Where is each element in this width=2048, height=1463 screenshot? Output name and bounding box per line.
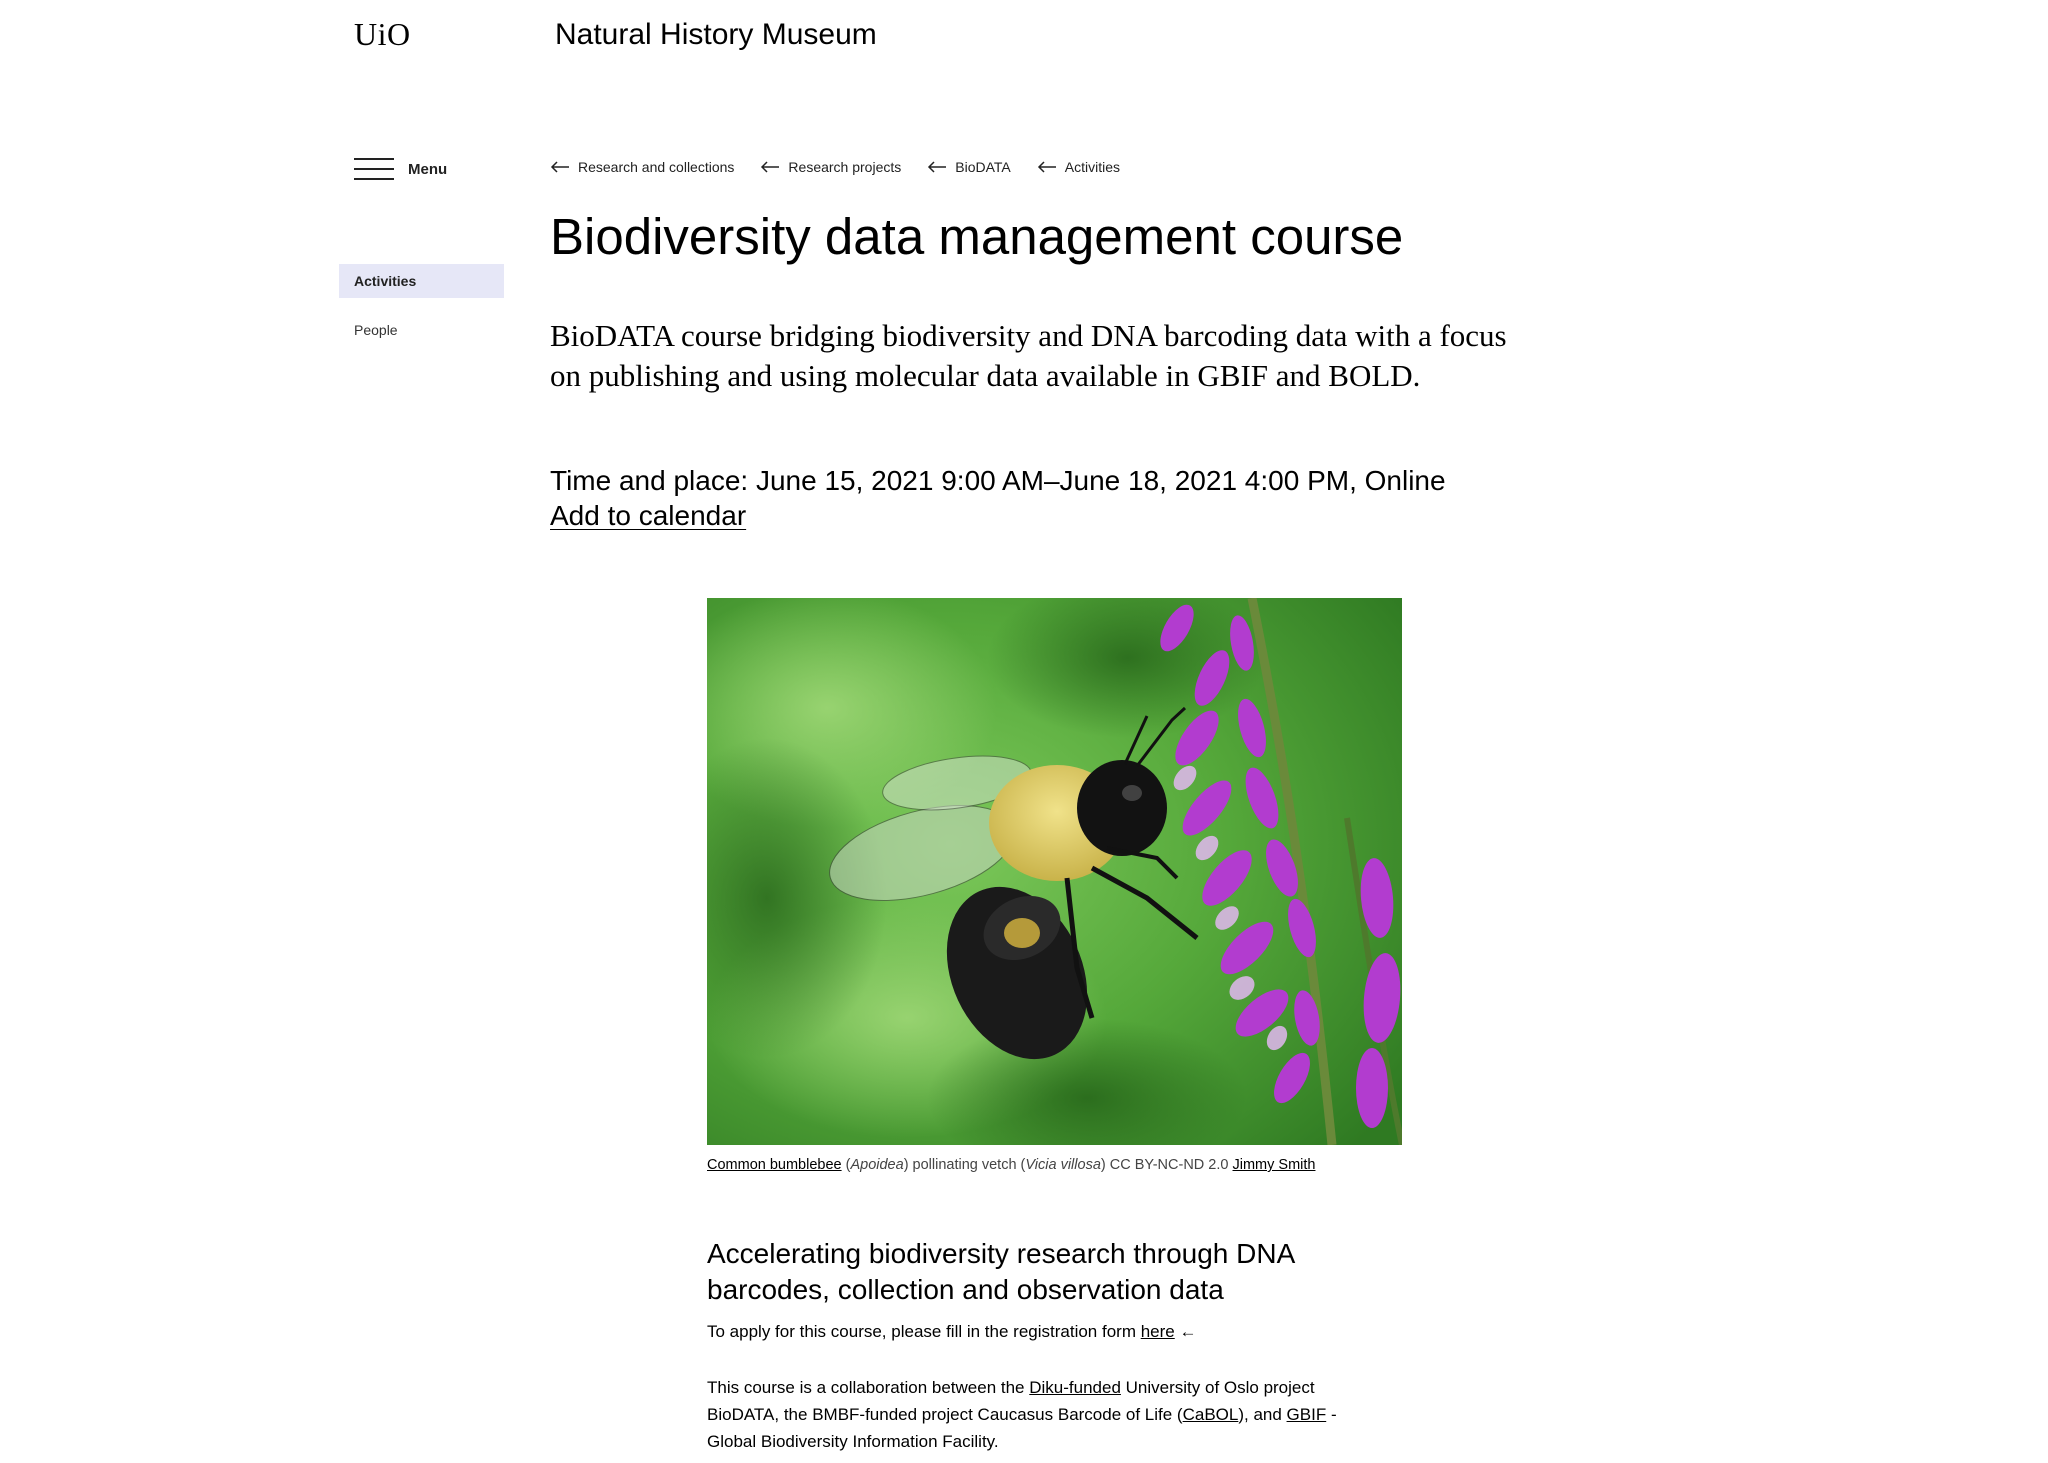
sidebar-item-activities[interactable]: Activities (339, 264, 504, 298)
caption-text: ( (841, 1157, 851, 1173)
caption-link-common-bumblebee[interactable]: Common bumblebee (707, 1157, 842, 1173)
hamburger-icon (354, 158, 394, 180)
page-title: Biodiversity data management course (550, 208, 1404, 265)
site-title[interactable]: Natural History Museum (555, 18, 877, 51)
menu-button[interactable] (354, 158, 447, 180)
menu-label: Menu (408, 160, 448, 178)
uio-logo[interactable]: UiO (354, 16, 411, 52)
caption-link-jimmy-smith[interactable]: Jimmy Smith (1232, 1157, 1316, 1173)
breadcrumb-label: Research projects (788, 159, 902, 175)
collab-text: University of Oslo project BioDATA, the BMBF-funded project Caucasus Barcode of Life ( (707, 1378, 1315, 1424)
breadcrumb-label: BioDATA (955, 159, 1011, 175)
caption-species-apoidea: Apoidea (850, 1157, 904, 1173)
breadcrumb-item-activities[interactable] (1037, 159, 1120, 175)
arrow-icon: ← (1174, 1322, 1197, 1341)
add-to-calendar-link[interactable]: Add to calendar (550, 500, 747, 531)
image-caption (707, 1157, 1315, 1173)
breadcrumb-item-research-projects[interactable] (760, 159, 901, 175)
arrow-left-icon (550, 161, 570, 173)
apply-paragraph (707, 1322, 1196, 1342)
time-and-place: Time and place: June 15, 2021 9:00 AM–June 18, 2021 4:00 PM, Online (550, 465, 1446, 496)
breadcrumb-label: Research and collections (578, 159, 735, 175)
breadcrumb-label: Activities (1064, 159, 1120, 175)
breadcrumb-item-research-and-collections[interactable] (550, 159, 734, 175)
collab-text: - Global Biodiversity Information Facility. (707, 1405, 1337, 1451)
arrow-left-icon (760, 161, 780, 173)
sidebar-item-people[interactable]: People (354, 322, 398, 338)
arrow-left-icon (1037, 161, 1057, 173)
caption-text: ) pollinating vetch ( (903, 1157, 1026, 1173)
caption-text: ) CC BY-NC-ND 2.0 (1100, 1157, 1233, 1173)
apply-text: To apply for this course, please fill in the registration form (707, 1322, 1141, 1341)
bumblebee-photo (707, 598, 1402, 1145)
cabol-link[interactable]: CaBOL (1182, 1405, 1239, 1424)
breadcrumb-item-biodata[interactable] (927, 159, 1011, 175)
collab-text: This course is a collaboration between the (707, 1378, 1030, 1397)
registration-form-link[interactable]: here (1140, 1322, 1175, 1341)
diku-funded-link[interactable]: Diku-funded (1029, 1378, 1121, 1397)
breadcrumb (550, 159, 1120, 175)
arrow-left-icon (927, 161, 947, 173)
collaboration-paragraph (707, 1374, 1387, 1455)
caption-species-vicia-villosa: Vicia villosa (1025, 1157, 1101, 1173)
gbif-link[interactable]: GBIF (1286, 1405, 1327, 1424)
section-heading: Accelerating biodiversity research through DNA barcodes, collection and observation data (707, 1238, 1294, 1305)
collab-text: ), and (1238, 1405, 1287, 1424)
lead-paragraph: BioDATA course bridging biodiversity and DNA barcoding data with a focus on publishing and using molecular data available in GBIF and BOLD. (550, 318, 1507, 393)
